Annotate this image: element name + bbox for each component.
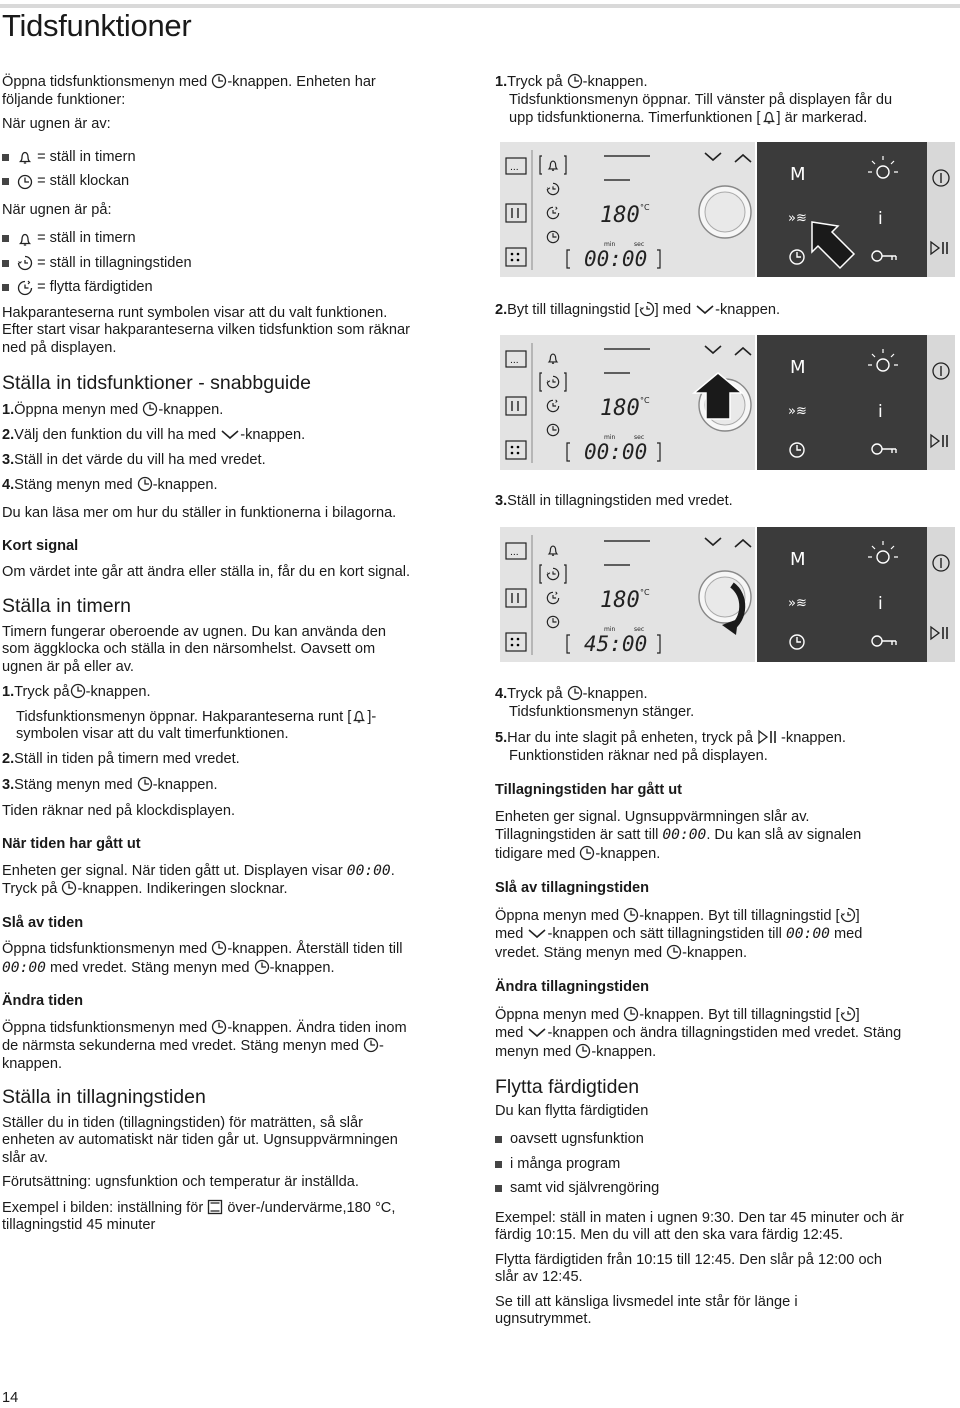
list-item [2, 230, 472, 248]
page-title: Tidsfunktioner [2, 8, 192, 43]
clock-icon [142, 401, 158, 417]
right-strip [927, 335, 955, 470]
oven-control-panel [500, 335, 950, 485]
change-cook-heading: Ändra tillagningstiden [495, 979, 650, 995]
para-text: -knappen och ändra tillagningstiden med vredet. Stäng [547, 1025, 902, 1041]
para-text: ] [855, 1006, 860, 1023]
done-para: Enheten ger signal. När tiden gått ut. Displayen visar 00:00. Tryck på -knappen. Indikeringen slocknar. [2, 861, 395, 897]
para-text: med [495, 1025, 524, 1041]
para-text: -knappen. [269, 959, 335, 976]
step-number: 4. [495, 686, 508, 702]
para-text: menyn med [495, 1043, 572, 1060]
quick-heading: Ställa in tidsfunktioner - snabbguide [2, 372, 311, 394]
clock-icon [211, 73, 227, 89]
timer-heading: Ställa in timern [2, 595, 131, 617]
list-item-text: samt vid självrengöring [510, 1180, 660, 1196]
bullet [495, 1136, 502, 1143]
short-signal-text: Om värdet inte går att ändra eller ställa in, får du en kort signal. [2, 563, 411, 580]
display-readout: 00:00 [785, 925, 830, 942]
right-strip [927, 527, 955, 662]
step-text: Öppna menyn med [14, 401, 139, 418]
change-para [2, 1019, 472, 1074]
step-text: Ställ in tillagningstiden med vredet. [507, 493, 733, 509]
menu-m-icon: M [790, 164, 806, 185]
para-text: Exempel i bilden: inställning för [2, 1199, 204, 1216]
bullet [495, 1161, 502, 1168]
chevron-down-icon [220, 426, 240, 442]
para-text: -knappen. Ändra tiden inom [227, 1019, 407, 1036]
display-readout: 00:00 [2, 958, 46, 976]
start-stop-icon [757, 729, 781, 745]
fast-heat-icon: »≋ [788, 596, 807, 611]
para-line: Efter start visar hakparanteserna vilken tidsfunktion som räknar [2, 322, 410, 338]
step-text: -knappen. [582, 74, 648, 90]
step [495, 73, 955, 128]
step [2, 426, 472, 445]
para-text: -knappen. [682, 944, 748, 961]
on-heading: När ugnen är på: [2, 201, 112, 218]
para-line: Ställer du in tiden (tillagningstiden) för maträtten, så slår [2, 1114, 363, 1131]
step-text-b: -knappen. [85, 684, 151, 700]
step-number: 5. [495, 730, 508, 746]
list-item-text: = ställ in timern [37, 148, 136, 165]
list-item-text: = ställ in timern [37, 230, 136, 246]
step-text: Tidsfunktionsmenyn öppnar. Till vänster på displayen får du [509, 91, 893, 108]
para-line: Timern fungerar oberoende av ugnen. Du kan använda den [2, 623, 387, 640]
svg-text:...: ... [510, 163, 519, 173]
done-heading: När tiden har gått ut [2, 836, 141, 852]
menu-m-icon: M [790, 357, 806, 378]
para-text: Öppna tidsfunktionsmenyn med [2, 1019, 208, 1036]
oven-control-panel [500, 527, 950, 677]
step-detail [2, 708, 472, 744]
duration-icon [639, 301, 655, 317]
para-text: Enheten ger signal. När tiden gått ut. Displayen visar [2, 862, 343, 879]
step [2, 776, 472, 795]
para-text: -knappen. [595, 845, 661, 862]
para-text: med [833, 926, 863, 942]
change-heading: Ändra tiden [2, 993, 84, 1009]
step-text-b: -knappen. [152, 777, 218, 793]
para-line: slår av. [2, 1149, 48, 1166]
example-para [495, 1210, 955, 1245]
step-text: -knappen. [582, 686, 648, 702]
safety-para [495, 1294, 955, 1329]
clock-icon [579, 845, 595, 861]
timer-counts: Tiden räknar ned på klockdisplayen. [2, 802, 236, 819]
para-text: . Du kan slå av signalen [706, 827, 862, 843]
step-number: 4. [2, 477, 15, 493]
step-number: 3. [2, 451, 15, 468]
fast-heat-icon: »≋ [788, 404, 807, 419]
chevron-down-icon [527, 925, 547, 941]
clock-icon [623, 1006, 639, 1022]
control-area [757, 527, 927, 662]
step-2 [495, 301, 955, 320]
clock-icon [137, 776, 153, 792]
bell-icon [17, 231, 33, 247]
intro-para [2, 73, 472, 109]
clock-icon [70, 683, 86, 699]
bullet [495, 1185, 502, 1192]
end-time-icon [17, 280, 33, 296]
info-icon: i [878, 402, 883, 422]
list-item-text: oavsett ugnsfunktion [510, 1131, 644, 1147]
list-item [495, 1180, 955, 1198]
para-text: -knappen. Byt till tillagningstid [ [639, 1006, 840, 1023]
step-text-b: -knappen. [240, 427, 306, 443]
para-text: Öppna menyn med [495, 1006, 620, 1023]
info-icon: i [878, 594, 883, 614]
step-text: Ställ in tiden på timern med vredet. [14, 750, 240, 767]
step-text: Har du inte slagit på enheten, tryck på [507, 730, 753, 746]
list-item [2, 255, 472, 273]
para-text: Enheten ger signal. Ugnsuppvärmningen slår av. [495, 808, 810, 825]
step-text: ] med [654, 302, 692, 318]
clock-icon [666, 944, 682, 960]
control-area [757, 335, 927, 470]
para-text: med vredet. Stäng menyn med [50, 959, 250, 976]
list-item [495, 1156, 955, 1174]
fast-heat-icon: »≋ [788, 211, 807, 226]
para-text: med [495, 926, 524, 942]
step [2, 452, 472, 470]
step-text: Stäng menyn med [14, 477, 133, 493]
step-number: 2. [495, 302, 508, 318]
para-line: ugnen är på eller av. [2, 658, 134, 675]
step-number: 3. [495, 493, 508, 509]
step-text: Tryck på [507, 74, 563, 90]
svg-text:...: ... [510, 356, 519, 366]
cook-heading: Ställa in tillagningstiden [2, 1086, 206, 1108]
list-item-text: = ställ klockan [37, 173, 130, 189]
clock-icon [211, 1019, 227, 1035]
temperature-unit: °C [640, 588, 650, 597]
off-heading: När ugnen är av: [2, 116, 111, 132]
clock-icon [17, 174, 33, 190]
intro-text: Öppna tidsfunktionsmenyn med [2, 74, 208, 90]
temperature-readout: 180 [600, 203, 640, 228]
para-line: Exempel: ställ in maten i ugnen 9:30. Den tar 45 minuter och är [495, 1209, 904, 1226]
svg-text:...: ... [510, 548, 519, 558]
time-readout: 00:00 [584, 247, 648, 271]
change-cook-para [495, 1006, 955, 1062]
bell-icon [761, 109, 777, 125]
temperature-readout: 180 [600, 588, 640, 613]
short-signal-heading: Kort signal [2, 538, 79, 554]
step-number: 3. [2, 777, 15, 793]
duration-icon [17, 255, 33, 271]
para-text: -knappen. Indikeringen slocknar. [77, 881, 288, 897]
step-text-b: -knappen. [158, 401, 224, 418]
off-timer-para [2, 940, 472, 977]
list-item [2, 173, 472, 191]
bell-icon [17, 149, 33, 165]
step [495, 685, 955, 721]
cook-example [2, 1199, 472, 1235]
chevron-down-icon [695, 301, 715, 317]
clock-icon [363, 1037, 379, 1053]
bullet [2, 260, 9, 267]
para-line: färdig 10:15. Men du vill att den ska vara färdig 12:45. [495, 1227, 844, 1243]
duration-icon [840, 1006, 856, 1022]
time-readout: 00:00 [584, 440, 648, 464]
step [2, 751, 472, 769]
step-text: -knappen. [715, 302, 781, 318]
step-text: ] är markerad. [776, 110, 868, 126]
para-text: över-/undervärme,180 °C, [227, 1199, 396, 1216]
step-number: 1. [2, 401, 15, 418]
duration-icon [840, 907, 856, 923]
bell-icon [351, 708, 367, 724]
temperature-readout: 180 [600, 396, 640, 421]
move-para [495, 1252, 955, 1287]
temperature-unit: °C [640, 396, 650, 405]
intro-text-b: -knappen. Enheten har [227, 74, 376, 90]
bullet [2, 235, 9, 242]
step [2, 683, 472, 702]
left-column [2, 73, 472, 1235]
list-item-text: = flytta färdigtiden [37, 279, 153, 295]
off-cook-para [495, 907, 955, 963]
para-text: tillagningstid 45 minuter [2, 1217, 156, 1233]
step-text: Tidsfunktionsmenyn öppnar. Hakparanteserna runt [ [16, 708, 352, 725]
clock-icon [567, 685, 583, 701]
step-text: ]- [367, 708, 377, 725]
para-text: Tillagningstiden är satt till [495, 827, 659, 843]
off-timer-heading: Slå av tiden [2, 914, 84, 931]
list-item-text: = ställ in tillagningstiden [37, 254, 192, 271]
display-readout: 00:00 [662, 826, 707, 843]
brackets-para [2, 305, 472, 358]
bullet [2, 178, 9, 185]
step [2, 401, 472, 420]
step-text: -knappen. [781, 730, 846, 746]
time-readout: 45:00 [584, 632, 648, 656]
bullet [2, 154, 9, 161]
cook-para [2, 1115, 472, 1168]
para-text: vredet. Stäng menyn med [495, 944, 663, 961]
right-lower [495, 685, 955, 1329]
para-line: Hakparanteserna runt symbolen visar att du valt funktionen. [2, 304, 388, 321]
para-text: -knappen. Byt till tillagningstid [ [639, 907, 840, 924]
list-item [495, 1131, 955, 1149]
para-text: Tryck på [2, 881, 58, 897]
list-item [2, 279, 472, 297]
para-text: -knappen. [591, 1043, 657, 1060]
clock-icon [567, 73, 583, 89]
para-line: slår av 12:45. [495, 1269, 583, 1285]
para-line: ned på displayen. [2, 339, 117, 356]
clock-icon [137, 476, 153, 492]
min-label: min [604, 434, 616, 441]
step-number: 1. [2, 684, 15, 700]
clock-icon [575, 1043, 591, 1059]
cook-req: Förutsättning: ugnsfunktion och temperatur är inställda. [2, 1174, 359, 1190]
para-text: de närmsta sekunderna med vredet. Stäng menyn med [2, 1038, 359, 1054]
para-text: knappen. [2, 1055, 63, 1072]
timer-para [2, 624, 472, 677]
para-text: ] [855, 907, 860, 924]
step-text: Välj den funktion du vill ha med [14, 427, 217, 443]
para-text: Öppna tidsfunktionsmenyn med [2, 941, 208, 957]
para-text: tidigare med [495, 845, 576, 862]
right-strip [927, 142, 955, 277]
step-text-b: -knappen. [152, 477, 218, 493]
temperature-unit: °C [640, 203, 650, 212]
step-text: Ställ in det värde du vill ha med vredet. [14, 451, 266, 468]
right-column [495, 73, 955, 128]
list-item-text: i många program [510, 1155, 621, 1172]
sec-label: sec [634, 626, 645, 633]
quick-more: Du kan läsa mer om hur du ställer in funktionerna i bilagorna. [2, 504, 397, 521]
sec-label: sec [634, 241, 645, 248]
clock-icon [211, 940, 227, 956]
step-text: upp tidsfunktionerna. Timerfunktionen [ [509, 110, 761, 126]
para-text: -knappen. Återställ tiden till [227, 941, 403, 957]
chevron-down-icon [527, 1024, 547, 1040]
clock-icon [61, 880, 77, 896]
sec-label: sec [634, 434, 645, 441]
move-intro: Du kan flytta färdigtiden [495, 1102, 649, 1119]
min-label: min [604, 626, 616, 633]
step [495, 301, 955, 320]
step-text: Tidsfunktionsmenyn stänger. [509, 703, 695, 720]
display-readout: 00:00 [346, 861, 391, 879]
step-text: Stäng menyn med [14, 777, 133, 793]
clock-icon [623, 907, 639, 923]
step-text: Tryck på [507, 686, 563, 702]
info-icon: i [878, 209, 883, 229]
para-text: - [379, 1038, 384, 1054]
clock-icon [254, 959, 270, 975]
min-label: min [604, 241, 616, 248]
step [495, 493, 955, 511]
bullet [2, 284, 9, 291]
para-text: Öppna menyn med [495, 907, 620, 924]
step [2, 476, 472, 495]
step-text: Byt till tillagningstid [ [507, 302, 639, 318]
page-number: 14 [2, 1390, 19, 1406]
top-bottom-heat-icon [207, 1199, 223, 1215]
step-number: 1. [495, 74, 508, 90]
off-cook-heading: Slå av tillagningstiden [495, 880, 650, 896]
step-text: Tryck på [14, 684, 70, 700]
intro-text-2: följande funktioner: [2, 91, 126, 108]
list-item [2, 149, 472, 167]
elapsed-heading: Tillagningstiden har gått ut [495, 782, 683, 798]
step-text: symbolen visar att du valt timerfunktionen. [16, 726, 289, 742]
para-line: enheten av automatiskt när tiden går ut. Ugnsuppvärmningen [2, 1132, 398, 1148]
step [495, 729, 955, 765]
step-text: Funktionstiden räknar ned på displayen. [509, 747, 768, 764]
move-heading: Flytta färdigtiden [495, 1076, 640, 1098]
elapsed-para [495, 809, 955, 864]
step-number: 2. [2, 427, 15, 443]
para-line: ugnsutrymmet. [495, 1311, 592, 1327]
para-line: Flytta färdigtiden från 10:15 till 12:45. Den slår på 12:00 och [495, 1251, 882, 1268]
oven-control-panel [500, 142, 950, 292]
step-3 [495, 493, 955, 511]
para-line: Se till att känsliga livsmedel inte står för länge i [495, 1293, 798, 1310]
step-number: 2. [2, 750, 15, 767]
para-line: som äggklocka och ställa in den närsomhelst. Oavsett om [2, 641, 376, 657]
menu-m-icon: M [790, 549, 806, 570]
para-text: -knappen och sätt tillagningstiden till [547, 926, 782, 942]
